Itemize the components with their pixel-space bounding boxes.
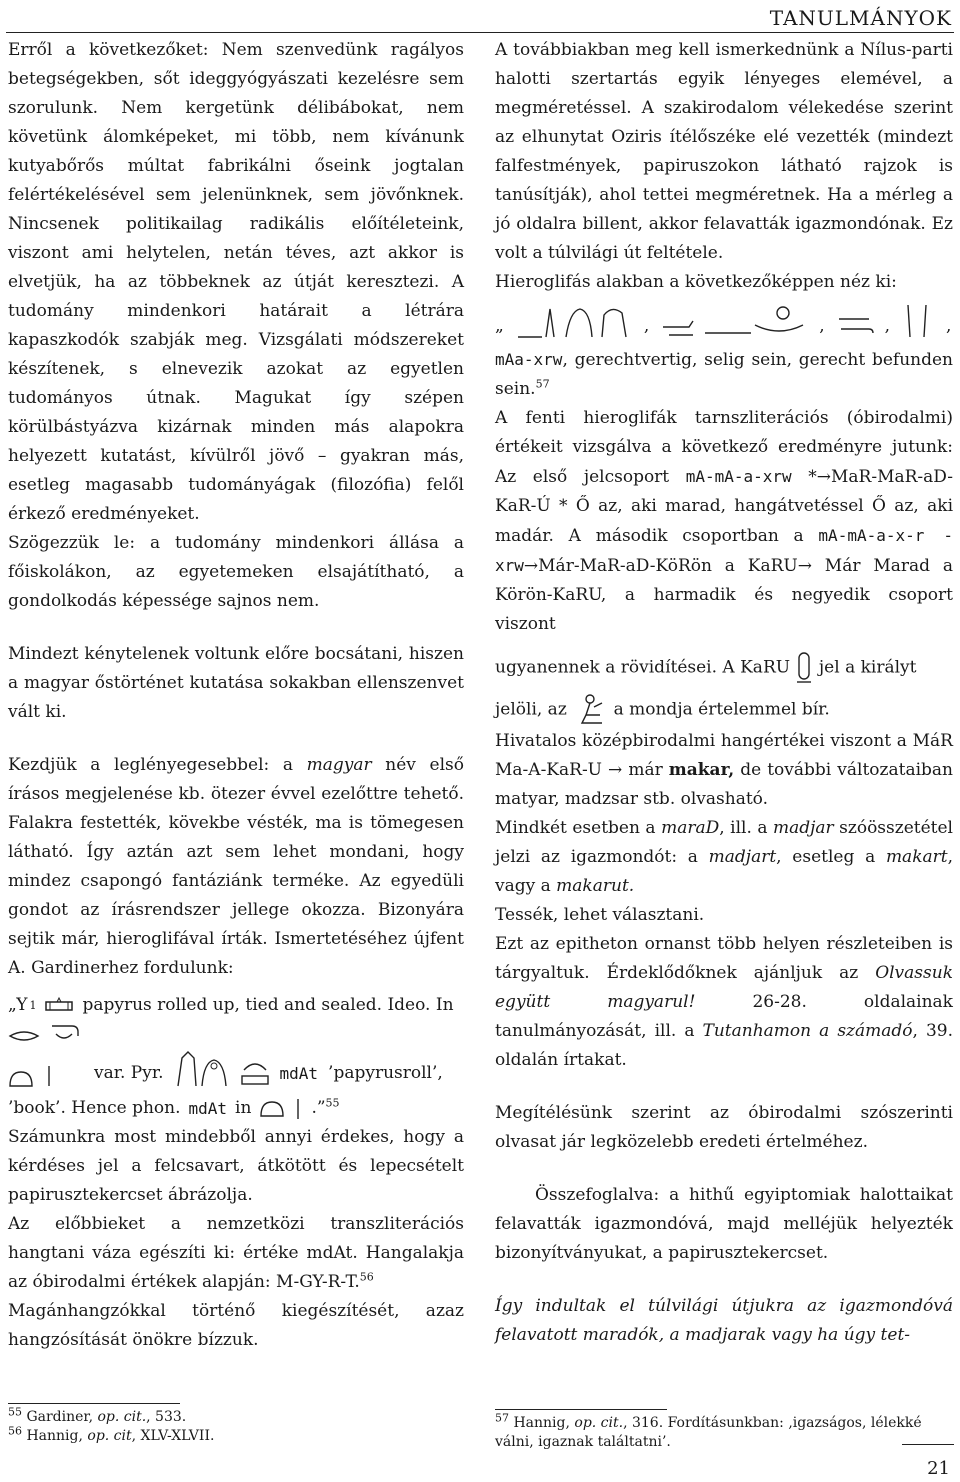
paragraph: Az előbbieket a nemzetközi transzliterációs hangtani váza egészíti ki: értéke mdAt. Hangalakja az óbirodalmi értékek alapján: M-GY-R-T.$^{56}$ — [8, 1214, 464, 1292]
footnote-55: $^{55}$ Gardiner, op. cit., 533. — [8, 1405, 187, 1425]
paragraph: Tessék, lehet választani. — [495, 905, 705, 925]
paragraph: Összefoglalva: a hithű egyiptomiak halottaikat felavatták igazmondóvá, majd melléjük helyezték bizonyítványukat, a papirusztekercset. — [495, 1185, 953, 1263]
footnote-rule — [8, 1403, 180, 1404]
mouth-icon — [8, 1026, 40, 1048]
paragraph: mAa-xrw, gerechtvertig, selig sein, gerecht befunden sein.$^{57}$ — [495, 350, 953, 399]
vertical-stroke-icon — [44, 1064, 54, 1088]
paragraph: Megítélésünk szerint az óbirodalmi szószerinti olvasat jár legközelebb eredeti értelméhez. — [495, 1103, 953, 1152]
footnote-ref[interactable]: 57 — [535, 377, 550, 391]
bread-loaf-icon — [8, 1070, 34, 1088]
footnote-57: $^{57}$ Hannig, op. cit., 316. Fordításunkban: ‚igazságos, lélekké válni, igaznak találtatni’. — [495, 1411, 922, 1450]
hieroglyph-row: „ , , , , — [495, 301, 953, 341]
footnote-ref[interactable]: 55 — [325, 1096, 340, 1110]
paragraph: Így indultak el túlvilági útjukra az igazmondóvá felavatott maradók, a madjarak vagy ha úgy tet- — [495, 1296, 953, 1345]
running-head: TANULMÁNYOK — [769, 6, 952, 30]
paragraph: Mindkét esetben a maraD, ill. a madjar szóösszetétel jelzi az igazmondót: a madjart, esetleg a makart, vagy a makarut. — [495, 818, 953, 896]
owl-icon — [514, 301, 634, 341]
arm-icon — [50, 1022, 80, 1048]
footnote-56: $^{56}$ Hannig, op. cit, XLV-XLVII. — [8, 1424, 215, 1444]
cartouche-icon — [795, 651, 813, 685]
right-column — [495, 36, 953, 1350]
paragraph: ugyanennek a rövidítései. A KaRU jel a királyt — [495, 651, 953, 685]
seated-man-icon — [572, 693, 608, 727]
paragraph: A fenti hieroglifák tarnszliterációs (óbirodalmi) értékeit vizsgálva a következő eredményre jutunk: Az első jelcsoport mA-mA-a-xrw *→MaR-MaR-aD- KaR-Ú * Ő az, aki marad, hangátvetéssel Ő az, aki madár. A második csoportban a mA-mA-a-x-r -xrw→Már-MaR-aD-KöRön a KaRU→ Már Marad a Körön-KaRU, a harmadik és negyedik csoport viszont — [495, 408, 953, 634]
paragraph: Erről a következőket: Nem szenvedünk ragályos betegségekben, sőt ideggyógyászati kezelésre sem szorulunk. Nem kergetünk délibábokat, nem követünk álomképeket, mi több, nem kívánunk kutyabőrős múltat fabrikálni őseink jogtalan felértékelésével sem jelenünknek, sem jövőnknek. Nincsenek politikailag radikális előítéleteink, viszont ami helytelen, netán téves, azt akkor is elvetjük, ha az többeknek az útját keresztezi. A tudomány mindenkori határait a létrára kapaszkodók szabják meg. Vizsgálati módszereket készítenek, s elnevezik azokat az egyetlen tudományos útnak. Magukat így szépen körülbástyázva kizárnak minden más alapokra helyezett kutatást, kívülről jövő – gyakran más, esetleg magasabb tudományágak (filozófia) felől érkező eredményeket. — [8, 40, 464, 524]
papyrus-roll-icon — [240, 1054, 270, 1088]
arm-icon — [659, 301, 809, 341]
papyrus-roll-icon — [44, 996, 74, 1016]
page-number: 21 — [927, 1458, 950, 1479]
paragraph: Hivatalos középbirodalmi hangértékei viszont a MáR Ma-A-KaR-U → már makar, de további változataiban matyar, madzsar stb. olvasható. — [495, 731, 953, 809]
paragraph: Mindezt kénytelenek voltunk előre bocsátani, hiszen a magyar őstörténet kutatása sokakban ellenszenvet vált ki. — [8, 644, 464, 722]
footnote-ref[interactable]: 56 — [359, 1270, 374, 1284]
gardiner-quote: „Y 1 papyrus rolled up, tied and sealed. Ideo. In var. Pyr. mdAt ’papyrusroll’, ’book’. Hence phon. mdAt in .”$^{55}$ — [8, 991, 464, 1123]
paragraph: Magánhangzókkal történő kiegészítését, azaz hangzósítását önökre bízzuk. — [8, 1301, 464, 1350]
paragraph: Ezt az epitheton ornanst több helyen részleteiben is tárgyaltuk. Érdeklődőknek ajánljuk az Olvassuk együtt magyarul! 26-28. oldalainak tanulmányozását, ill. a Tutanhamon a számadó, 39. oldalán írtakat. — [495, 934, 953, 1070]
left-column — [8, 36, 464, 1355]
paragraph: jelöli, az a mondja értelemmel bír. — [495, 693, 953, 727]
paragraph: Számunkra most mindebből annyi érdekes, hogy a kérdéses jel a felcsavart, átkötött és lepecsételt papirusztekercset ábrázolja. — [8, 1127, 464, 1205]
paragraph: A továbbiakban meg kell ismerkednünk a Nílus-parti halotti szertartás egyik lényeges elemével, a megméretéssel. A szakirodalom vélekedése szerint az elhunytat Oziris ítélőszéke elé vezették (mindezt falfestmények, papiruszokon látható rajzok is tanúsítják), ahol tettei megméretnek. Ha a mérleg a jó oldalra billent, akkor felavatták igazmondónak. Ez volt a túlvilági út feltétele. — [495, 40, 953, 263]
header-rule — [6, 32, 954, 33]
mouth-icon — [835, 305, 875, 341]
paragraph: Hieroglifás alakban a következőképpen néz ki: — [495, 272, 897, 292]
paragraph: Szögezzük le: a tudomány mindenkori állása a főiskolákon, az egyetemeken elsajátítható, a gondolkodás képessége sajnos nem. — [8, 533, 464, 611]
owl-icon — [174, 1048, 230, 1088]
vertical-stroke-icon — [293, 1097, 303, 1121]
paragraph: Kezdjük a leglényegesebbel: a magyar név első írásos megjelenése kb. ötezer évvel ezelőttre tehető. Falakra festették, kövekbe vésték, ma is tömegesen látható. Így aztán azt sem lehet mondani, hogy mindez csapongó fantáziánk terméke. Az egyedüli gondot az írásrendszer jellege okozza. Bizonyára sejtik már, hieroglifával írták. Ismertetéséhez újfent A. Gardinerhez fordulunk: — [8, 755, 464, 978]
scepter-icon — [900, 301, 936, 341]
bread-loaf-icon — [259, 1100, 285, 1118]
footnote-rule — [495, 1409, 667, 1410]
page-number-rule — [902, 1444, 954, 1445]
footnotes-left — [8, 1405, 464, 1446]
footnotes-right — [495, 1411, 953, 1452]
